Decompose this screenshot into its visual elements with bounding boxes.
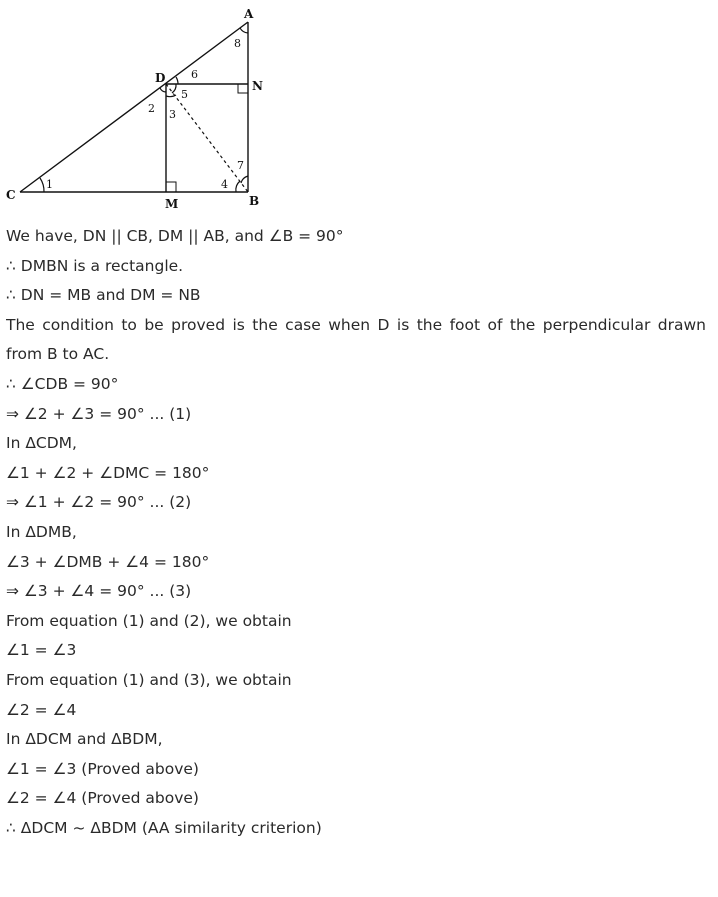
vertex-label-M: M: [165, 197, 179, 211]
proof-line: ⇒ ∠3 + ∠4 = 90° ... (3): [6, 582, 192, 601]
proof-line: ∴ ∠CDB = 90°: [6, 374, 119, 393]
angle-arc-2: [160, 88, 166, 92]
angle-label-3: 3: [169, 108, 176, 121]
proof-line: ∠1 = ∠3 (Proved above): [6, 759, 199, 778]
angle-arc-8: [240, 28, 248, 33]
proof-line: ⇒ ∠1 + ∠2 = 90° ... (2): [6, 493, 192, 512]
proof-line: ∠1 + ∠2 + ∠DMC = 180°: [6, 463, 210, 482]
vertex-label-N: N: [252, 79, 263, 93]
vertex-label-A: A: [244, 7, 254, 21]
right-angle-mark-M: [166, 182, 176, 192]
proof-line: ∠2 = ∠4: [6, 700, 77, 719]
triangle-figure: [0, 0, 300, 215]
proof-line: We have, DN || CB, DM || AB, and ∠B = 90°: [6, 227, 344, 245]
proof-line: The condition to be proved is the case when D is the foot of the perpendicular drawn: [6, 315, 706, 334]
angle-arc-6: [176, 77, 178, 84]
proof-line: ∴ DMBN is a rectangle.: [6, 256, 184, 275]
segment-DB-dashed: [166, 84, 248, 192]
segment-CA: [20, 22, 248, 192]
proof-line: In ΔDMB,: [6, 522, 77, 541]
angle-arc-1: [40, 178, 44, 192]
proof-line: ∠1 = ∠3: [6, 641, 77, 660]
angle-label-2: 2: [148, 102, 155, 115]
vertex-label-B: B: [249, 194, 260, 208]
angle-arc-3: [166, 95, 176, 97]
proof-text: [6, 222, 718, 843]
right-angle-mark-N: [238, 84, 248, 93]
angle-arc-7: [241, 176, 248, 183]
proof-line: ∠2 = ∠4 (Proved above): [6, 789, 199, 808]
angle-arc-4: [236, 181, 240, 192]
angle-label-6: 6: [191, 68, 198, 81]
vertex-label-C: C: [6, 188, 16, 202]
proof-line: ∴ ΔDCM ~ ΔBDM (AA similarity criterion): [6, 818, 322, 837]
angle-arc-5: [172, 84, 176, 93]
proof-line: from B to AC.: [6, 345, 110, 364]
angle-label-7: 7: [237, 159, 244, 172]
angle-label-1: 1: [46, 178, 53, 191]
proof-line: From equation (1) and (3), we obtain: [6, 670, 292, 689]
angle-label-8: 8: [234, 37, 241, 50]
proof-line: ⇒ ∠2 + ∠3 = 90° ... (1): [6, 404, 192, 423]
proof-line: From equation (1) and (2), we obtain: [6, 611, 292, 630]
proof-line: ∠3 + ∠DMB + ∠4 = 180°: [6, 552, 210, 571]
angle-label-5: 5: [181, 88, 188, 101]
angle-label-4: 4: [221, 178, 228, 191]
proof-line: In ΔDCM and ΔBDM,: [6, 730, 163, 749]
proof-line: In ΔCDM,: [6, 434, 77, 453]
vertex-label-D: D: [155, 71, 166, 85]
proof-line: ∴ DN = MB and DM = NB: [6, 286, 201, 305]
